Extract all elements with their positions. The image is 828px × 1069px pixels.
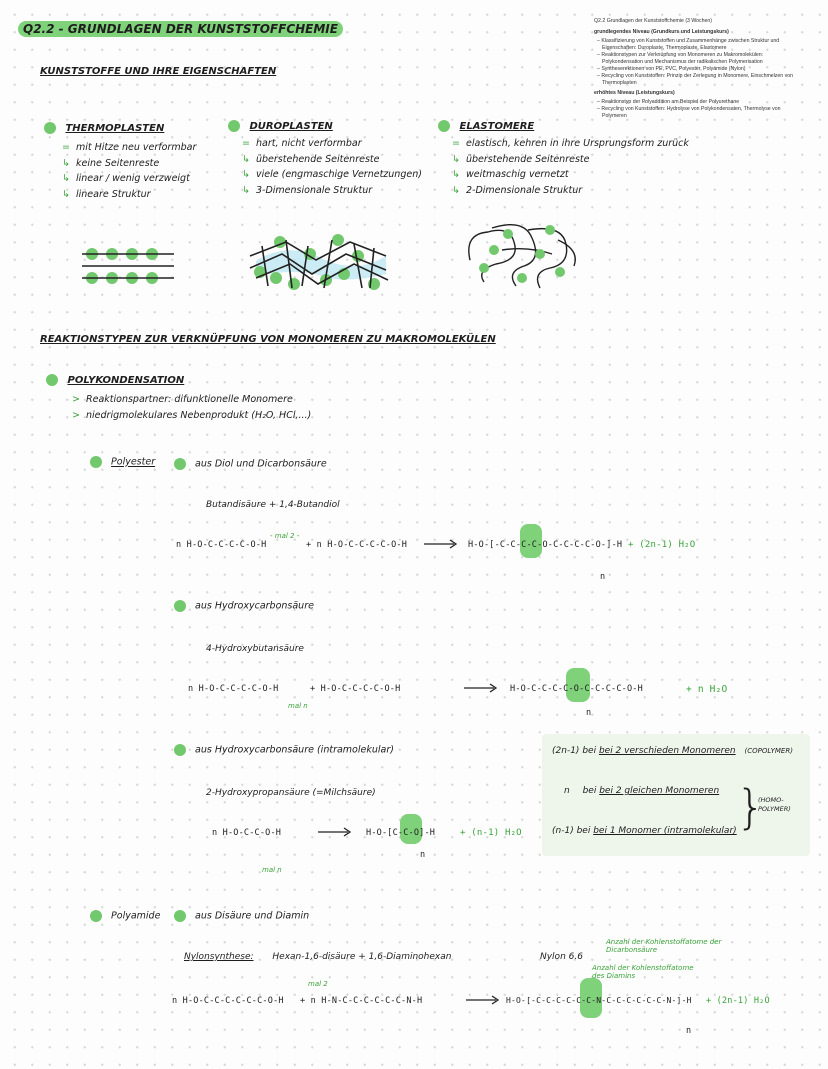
syllabus-basic-heading: grundlegendes Niveau (Grundkurs und Leistungskurs) — [594, 29, 729, 35]
route3-left-formula: n H-O-C-C-O-H — [212, 828, 282, 838]
nylon-synthesis-line — [184, 952, 451, 962]
route2-n: n — [586, 708, 592, 718]
route2-heading: aus Hydroxycarbonsäure — [174, 600, 314, 612]
route3-reactant-name: 2-Hydroxypropansäure (=Milchsäure) — [206, 788, 376, 798]
list-item: > Reaktionspartner: difunktionelle Monomere — [72, 394, 293, 405]
row2-count: n — [564, 786, 570, 796]
list-item: ↳ weitmaschig vernetzt — [452, 169, 569, 180]
syllabus-basic-item: – Reaktionstypen zur Verknüpfung von Monomeren zu Makromolekülen: Polykondensation und Mechanismus der radikalischen Polymerisation — [597, 52, 764, 65]
route2-byproduct: + n H₂O — [686, 684, 728, 695]
homo-tag: (HOMO-POLYMER) — [758, 796, 791, 813]
row1-count: (2n-1) — [552, 746, 580, 756]
polyamide-heading: aus Disäure und Diamin — [174, 910, 309, 922]
elastomere-block — [438, 120, 708, 198]
list-item: > niedrigmolekulares Nebenprodukt (H₂O, HCl,...) — [72, 409, 312, 421]
homo-brace: } — [736, 780, 766, 834]
linear-structure-drawing — [80, 240, 180, 290]
list-item: = hart, nicht verformbar — [242, 138, 362, 149]
nylon-note2: Anzahl der Kohlenstoffatome des Diamins — [592, 964, 694, 980]
section1-title: KUNSTSTOFFE UND IHRE EIGENSCHAFTEN — [40, 66, 277, 77]
bullet-dot — [438, 120, 450, 132]
crosslinked-structure-drawing — [246, 226, 396, 296]
syllabus-box — [594, 18, 800, 120]
row1-text: bei bei 2 verschieden Monomeren — [582, 746, 736, 756]
duroplasten-title: DUROPLASTEN — [249, 121, 333, 132]
polykondensation-heading: POLYKONDENSATION — [46, 374, 184, 386]
elastomer-structure-drawing — [462, 220, 582, 292]
polyamide-label: Polyamide — [90, 910, 160, 922]
nylon-right-formula: + n H-N-C-C-C-C-C-C-N-H — [300, 996, 423, 1006]
route1-byproduct: + (2n-1) H₂O — [628, 540, 696, 550]
syllabus-basic-item: – Klassifizierung von Kunststoffen und Zusammenhänge zwischen Struktur und Eigenschaften: Duroplaste, Thermoplaste, Elastomere — [597, 38, 780, 51]
syllabus-advanced-item: – Recycling von Kunststoffen: Hydrolyse von Polykondensaten, Thermolyse von Polymeren — [597, 106, 781, 119]
route2-right-formula: + H-O-C-C-C-C-O-H — [310, 684, 401, 694]
route3-byproduct: + (n-1) H₂O — [460, 828, 522, 838]
list-item: ↳ linear / wenig verzweigt — [62, 173, 190, 184]
route1-reactants: Butandisäure + 1,4-Butandiol — [206, 500, 340, 510]
bullet-dot — [90, 456, 102, 468]
route2-note: mal n — [288, 702, 308, 710]
nylon-label: Nylon 6.6 — [540, 952, 583, 962]
reaction-arrow — [318, 826, 352, 838]
list-item: ↳ keine Seitenreste — [62, 157, 160, 169]
bullet-dot — [174, 744, 186, 756]
thermoplasten-block — [44, 122, 244, 202]
route1-n: n — [600, 572, 606, 582]
bullet-dot — [174, 458, 186, 470]
syllabus-basic-item: – Syntheserektionen von PE, PVC, Polyester, Polyamide (Nylon) — [597, 66, 746, 72]
reaction-arrow — [464, 682, 498, 694]
route2-product: H-O-C-C-C-C-O-C-C-C-C-O-H — [510, 684, 643, 694]
list-item: = mit Hitze neu verformbar — [62, 142, 197, 153]
list-item: ↳ überstehende Seitenreste — [452, 153, 590, 165]
section2-title: REAKTIONSTYPEN ZUR VERKNÜPFUNG VON MONOMEREN ZU MAKROMOLEKÜLEN — [40, 334, 496, 345]
route1-heading: aus Diol und Dicarbonsäure — [174, 458, 327, 470]
bullet-dot — [90, 910, 102, 922]
copolymer-box — [542, 734, 810, 856]
reaction-arrow — [466, 994, 500, 1006]
polykondensation-points — [72, 392, 311, 423]
route3-heading: aus Hydroxycarbonsäure (intramolekular) — [174, 744, 394, 756]
list-item: ↳ viele (engmaschige Vernetzungen) — [242, 169, 422, 180]
list-item: ↳ lineare Struktur — [62, 188, 151, 200]
nylon-reactants: Hexan-1,6-disäure + 1,6-Diaminohexan — [272, 952, 452, 962]
syllabus-title: Q2.2 Grundlagen der Kunststoffchemie (3 Wochen) — [594, 18, 713, 24]
route1-note: - mal 2 - — [270, 532, 300, 540]
page-title: Q2.2 - GRUNDLAGEN DER KUNSTSTOFFCHEMIE — [18, 22, 343, 36]
synthesis-label: Nylonsynthese: — [184, 952, 254, 962]
bullet-dot — [174, 600, 186, 612]
list-item: = elastisch, kehren in ihre Ursprungsform zurück — [452, 138, 689, 149]
route1-product: H-O-[-C-C-C-C-O-C-C-C-C-O-]-H — [468, 540, 622, 550]
route3-product: H-O-[C-C-O]-H — [366, 828, 435, 838]
route2-left-formula: n H-O-C-C-C-C-O-H — [188, 684, 279, 694]
bullet-dot — [228, 120, 240, 132]
duroplasten-block — [228, 120, 448, 198]
elastomere-title: ELASTOMERE — [459, 121, 535, 132]
route3-n: n — [420, 850, 426, 860]
nylon-product: H-O-[-C-C-C-C-C-C-N-C-C-C-C-C-C-N-]-H — [506, 996, 692, 1005]
nylon-note1: Anzahl der Kohlenstoffatome der Dicarbonsäure — [606, 938, 722, 954]
thermoplasten-title: THERMOPLASTEN — [65, 123, 165, 134]
syllabus-advanced-item: – Reaktionstyp der Polyaddition am Beispiel der Polyurethane — [597, 99, 740, 105]
list-item: ↳ überstehende Seitenreste — [242, 153, 380, 165]
route1-right-formula: + n H-O-C-C-C-C-O-H — [306, 540, 408, 550]
nylon-note-mal: mal 2 — [308, 980, 328, 988]
bullet-dot — [46, 374, 58, 386]
list-item: ↳ 3-Dimensionale Struktur — [242, 184, 373, 196]
reaction-arrow — [424, 538, 458, 550]
row3-text: bei bei 1 Monomer (intramolekular) — [576, 826, 737, 836]
row1-tag: (COPOLYMER) — [744, 747, 793, 755]
polyester-label: Polyester — [90, 456, 155, 468]
list-item: ↳ 2-Dimensionale Struktur — [452, 184, 583, 196]
syllabus-basic-item: – Recycling von Kunststoffen: Prinzip der Zerlegung in Monomere, Einschmelzen von Thermoplasten — [597, 73, 793, 86]
nylon-byproduct: + (2n-1) H₂O — [706, 996, 770, 1006]
nylon-n: n — [686, 1026, 692, 1036]
route2-reactant-name: 4-Hydroxybutansäure — [206, 644, 304, 654]
row2-text: bei bei 2 gleichen Monomeren — [582, 786, 720, 796]
route3-note: mal n — [262, 866, 282, 874]
row3-count: (n-1) — [552, 826, 574, 836]
route1-left-formula: n H-O-C-C-C-C-O-H — [176, 540, 267, 550]
nylon-left-formula: n H-O-C-C-C-C-C-C-O-H — [172, 996, 284, 1006]
bullet-dot — [174, 910, 186, 922]
bullet-dot — [44, 122, 56, 134]
syllabus-advanced-heading: erhöhtes Niveau (Leistungskurs) — [594, 90, 675, 96]
